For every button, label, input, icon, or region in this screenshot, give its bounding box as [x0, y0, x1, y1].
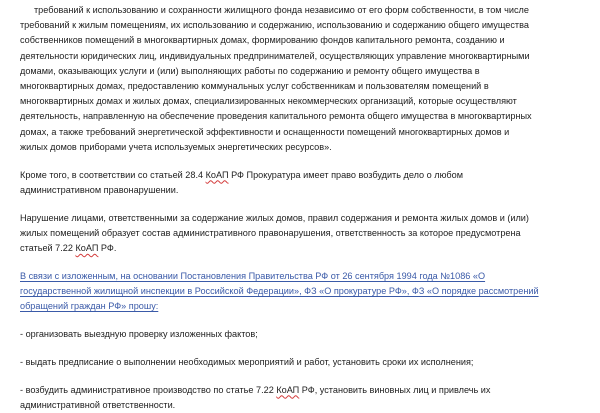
text-line: многоквартирных домах, предоставлению коммунальных услуг собственникам и пользователям помещений в — [20, 81, 489, 92]
text-line: обращений граждан РФ» прошу: — [20, 301, 159, 312]
text-line: административном правонарушении. — [20, 184, 179, 195]
text-line: требований к использованию и сохранности жилищного фонда независимо от его форм собственности, в том числе — [34, 5, 529, 15]
text-line: требований к жилым помещениям, их использованию и содержанию, использованию и содержанию общего имущества — [20, 20, 529, 31]
text-line: статьей 7.22 КоАП РФ. — [20, 243, 117, 254]
text-line: - возбудить административное производство по статье 7.22 КоАП РФ, установить виновных лиц и привлечь их — [20, 384, 491, 395]
text-line: жилых помещений образует состав административного правонарушения, ответственность за которое предусмотрена — [20, 227, 521, 238]
list-item-prescription — [20, 355, 590, 370]
text-line: деятельность, направленную на обеспечение проведения капитального ремонта общего имущества в многоквартирных — [20, 111, 532, 122]
text-line: многоквартирных домах и жилых домах, специализированных некоммерческих организаций, которые осуществляют — [20, 96, 517, 107]
spellcheck-mark: КоАП — [276, 384, 300, 395]
paragraph-housing-requirements — [20, 3, 590, 155]
text-line: домами, оказывающих услуги и (или) выполняющих работы по содержанию и ремонту общего имущества в — [20, 65, 480, 76]
text-line: В связи с изложенным, на основании Постановления Правительства РФ от 26 сентября 1994 года №1086 «О — [20, 270, 486, 281]
text-line: деятельности юридических лиц, индивидуальных предпринимателей, осуществляющих управление многоквартирными — [20, 50, 530, 61]
spellcheck-mark: КоАП — [75, 243, 99, 254]
list-item-proceedings — [20, 383, 590, 413]
paragraph-request — [20, 269, 590, 315]
text-line: государственной жилищной инспекции в Российской Федерации», ФЗ «О прокуратуре РФ», ФЗ «О порядке рассмотрений — [20, 286, 539, 297]
text-line: жилых домов приборами учета используемых энергетических ресурсов». — [20, 141, 332, 152]
text-line: - выдать предписание о выполнении необходимых мероприятий и работ, установить сроки их исполнения; — [20, 356, 474, 367]
text-line: домах, а также требований энергетической эффективности и оснащенности помещений многоквартирных домов и — [20, 126, 510, 137]
text-line: Нарушение лицами, ответственными за содержание жилых домов, правил содержания и ремонта жилых домов и (или) — [20, 212, 529, 223]
text-line: Кроме того, в соответствии со статьей 28.4 КоАП РФ Прокуратура имеет право возбудить дело о любом — [20, 169, 463, 180]
spellcheck-mark: КоАП — [205, 169, 229, 180]
paragraph-violation — [20, 211, 590, 257]
text-line: собственников помещений в многоквартирных домах, формированию фондов капитального ремонта, созданию и — [20, 35, 505, 46]
text-line: административной ответственности. — [20, 399, 176, 410]
paragraph-prosecutor-right — [20, 168, 590, 198]
list-item-inspection — [20, 327, 590, 342]
text-line: - организовать выездную проверку изложенных фактов; — [20, 329, 258, 340]
